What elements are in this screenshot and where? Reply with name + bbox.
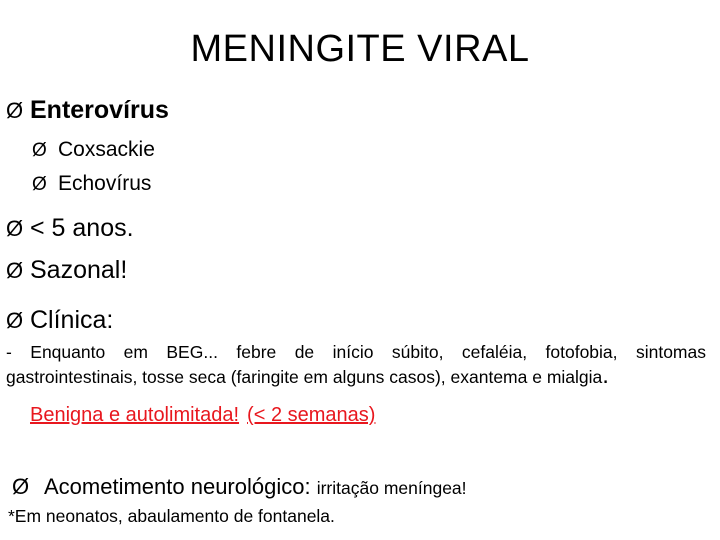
neuro-detail: irritação meníngea! xyxy=(316,478,467,498)
bullet-seasonal xyxy=(6,256,127,285)
clinical-line-2: gastrointestinais, tosse seca (faringite em alguns casos), exantema e mialgia xyxy=(6,367,603,387)
bullet-label: Clínica: xyxy=(30,306,114,334)
bullet-clinical xyxy=(6,306,113,335)
bullet-label: Echovírus xyxy=(58,172,152,195)
slide-title: MENINGITE VIRAL xyxy=(190,28,530,70)
arrow-bullet-icon: Ø xyxy=(32,174,47,195)
bullet-label: Enterovírus xyxy=(30,96,169,124)
duration-text: (< 2 semanas) xyxy=(247,404,376,426)
arrow-bullet-icon: Ø xyxy=(6,216,24,241)
bullet-label: < 5 anos. xyxy=(30,214,134,242)
sub-bullet-coxsackie xyxy=(32,138,155,162)
benign-highlight xyxy=(30,404,375,427)
bullet-neurological xyxy=(12,474,467,500)
arrow-bullet-icon: Ø xyxy=(12,474,30,499)
bullet-label: Sazonal! xyxy=(30,256,128,284)
arrow-bullet-icon: Ø xyxy=(6,258,24,283)
neonate-note: *Em neonatos, abaulamento de fontanela. xyxy=(8,506,335,526)
bullet-enterovirus xyxy=(6,96,169,125)
arrow-bullet-icon: Ø xyxy=(6,98,24,123)
sub-bullet-echovirus xyxy=(32,172,151,196)
arrow-bullet-icon: Ø xyxy=(6,308,24,333)
clinical-line-1: - Enquanto em BEG... febre de início súbito, cefaléia, fotofobia, sintomas xyxy=(6,342,706,362)
clinical-description xyxy=(6,340,706,389)
arrow-bullet-icon: Ø xyxy=(32,140,47,161)
benign-text: Benigna e autolimitada! xyxy=(30,404,240,426)
bullet-label: Coxsackie xyxy=(58,138,155,161)
bullet-age xyxy=(6,214,134,243)
neuro-label: Acometimento neurológico: xyxy=(44,474,311,499)
clinical-end-dot: . xyxy=(602,362,609,389)
